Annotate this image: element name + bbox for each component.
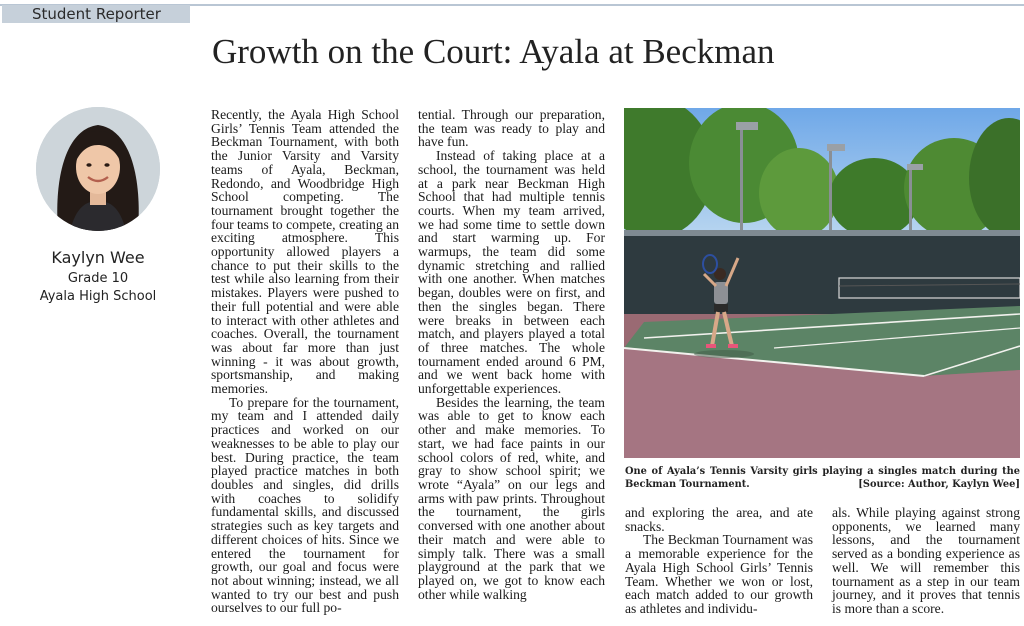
paragraph: tential. Through our preparation, the team was ready to play and have fun. bbox=[418, 107, 605, 150]
paragraph: To prepare for the tournament, my team and I attended daily practices and worked on our weaknesses to be able to play our best. During practice, the team played practice matches in both doubles and singles, did drills with coaches to solidify fundamental skills, and discussed strategies such as key targets and different choices of hits. Since we entered the tournament for growth, our goal and focus were not about winning; instead, we all wanted to try our best and push ourselves to our full po- bbox=[211, 394, 399, 616]
article-column-2 bbox=[418, 108, 605, 601]
article-column-3 bbox=[625, 506, 813, 616]
author-portrait-illustration bbox=[36, 107, 160, 231]
author-grade: Grade 10 bbox=[67, 271, 129, 286]
article-photo bbox=[624, 108, 1020, 458]
article-column-1 bbox=[211, 108, 399, 615]
paragraph: Recently, the Ayala High School Girls’ Tennis Team attended the Beckman Tournament, with both the Junior Varsity and Varsity teams of Ayala, Beckman, Redondo, and Woodbridge High School competing. The tournament brought together the four teams to compete, creating an exciting atmosphere. This opportunity allowed players a chance to put their skills to the test while also learning from their mistakes. Players were pushed to their full potential and were able to interact with other athletes and coaches. Overall, the tournament was about far more than just winning - it was about growth, sportsmanship, and making memories. bbox=[211, 107, 399, 397]
paragraph: als. While playing against strong opponents, we learned many lessons, and the tournament served as a bonding experience as well. We will remember this tournament as a step in our team journey, and it proves that tennis is more than a score. bbox=[832, 505, 1020, 616]
paragraph: Instead of taking place at a school, the tournament was held at a park near Beckman High School that had multiple tennis courts. When my team arrived, we had some time to settle down and start warming up. For warmups, the team did some dynamic stretching and rallied with one another. When matches began, doubles were on first, and then the singles began. There were breaks in between each match, and players played a total of three matches. The whole tournament ended around 6 PM, and we went back home with unforgettable experiences. bbox=[418, 148, 605, 397]
article-column-4 bbox=[832, 506, 1020, 616]
author-school: Ayala High School bbox=[39, 289, 157, 304]
paragraph: The Beckman Tournament was a memorable experience for the Ayala High School Girls’ Tennis Team. Whether we won or lost, each match added to our growth as athletes and individu- bbox=[625, 532, 813, 616]
photo-caption bbox=[625, 465, 1020, 491]
section-tag: Student Reporter bbox=[2, 5, 190, 23]
author-avatar bbox=[36, 107, 160, 231]
author-name: Kaylyn Wee bbox=[51, 248, 145, 267]
caption-text: One of Ayala’s Tennis Varsity girls playing a singles match during the Beckman Tournament. bbox=[625, 466, 1020, 490]
caption-source: [Source: Author, Kaylyn Wee] bbox=[858, 479, 1020, 490]
tennis-match-photo bbox=[624, 108, 1020, 458]
headline: Growth on the Court: Ayala at Beckman bbox=[212, 32, 775, 71]
paragraph: and exploring the area, and ate snacks. bbox=[625, 505, 813, 534]
paragraph: Besides the learning, the team was able to get to know each other and make memories. To start, we had face paints in our school colors of red, white, and gray to show school spirit; we wrote “Ayala” on our legs and arms with paw prints. Throughout the tournament, the girls conversed with one another about their match and were able to simply talk. There was a small playground at the park that we played on, we got to know each other while walking bbox=[418, 394, 605, 602]
